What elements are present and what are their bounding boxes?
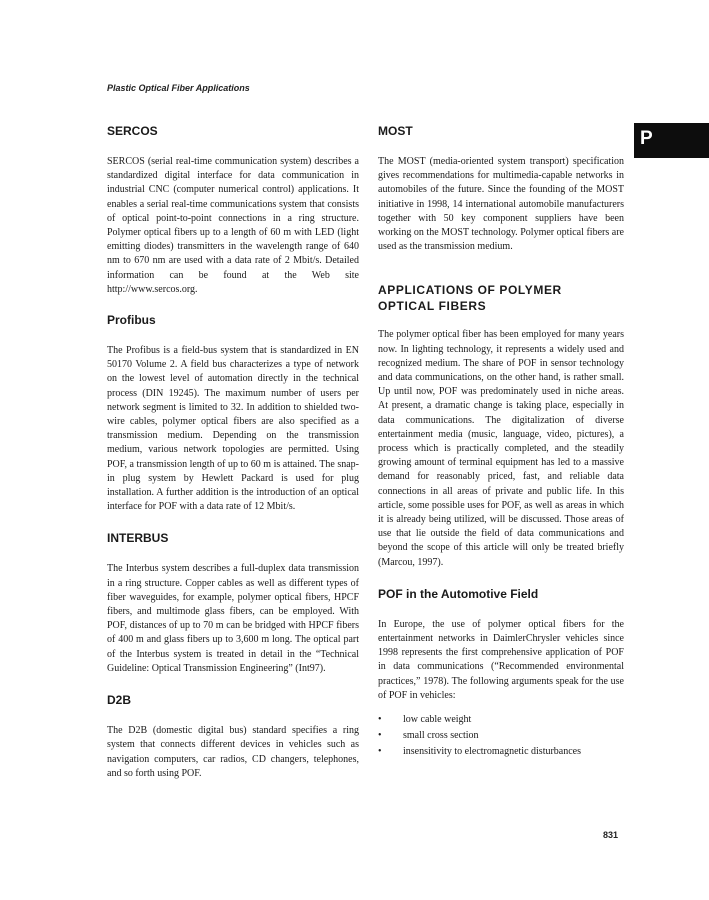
section-d2b [107,692,359,781]
bullet-item: • insensitivity to electromagnetic disturbances [378,744,624,760]
heading-automotive: POF in the Automotive Field [378,586,539,601]
section-most [378,123,624,254]
heading-profibus: Profibus [107,313,156,328]
left-column [107,123,359,781]
section-profibus [107,312,359,514]
paragraph-d2b: The D2B (domestic digital bus) standard specifies a ring system that connects different devices in vehicles such as navigation computers, car radios, CD changers, telephones, and so forth using POF. [107,725,359,779]
automotive-bullet-list [378,712,624,759]
heading-most: MOST [378,124,413,138]
section-interbus [107,530,359,676]
section-sercos [107,123,359,297]
heading-sercos: SERCOS [107,124,158,138]
heading-applications [378,282,624,314]
paragraph-most: The MOST (media-oriented system transport) specification gives recommendations for multimedia-capable networks in automobiles of the future. Since the founding of the MOST initiative in 1998, 14 international automobile manufacturers together with 50 key component suppliers have been working on the MOST technology. Polymer optical fibers are used as the transmission medium. [378,156,624,253]
section-thumb-tab: P [634,123,709,158]
right-column [378,123,624,759]
section-automotive [378,586,624,760]
bullet-item: • low cable weight [378,712,624,728]
paragraph-profibus: The Profibus is a field-bus system that is standardized in EN 50170 Volume 2. A field bus characterizes a type of network on the lowest level of automation directly in the technical process (DIN 19245). The maximum number of users per network segment is limited to 32. In addition to shielded two-wire cables, polymer optical fibers are also specified as a transmission medium. Depending on the transmission medium, various network topologies are permitted. Using POF, a transmission length of up to 60 m is attained. The snap-in plug system by Hewlett Packard is used for plug installation. A further addition is the introduction of an optical interface for POF with a data rate of 12 Mbit/s. [107,345,359,513]
bullet-item: • small cross section [378,728,624,744]
page-number: 831 [603,830,619,840]
paragraph-sercos: SERCOS (serial real-time communication system) describes a standardized digital interface for data communication in industrial CNC (computer numerical control) applications. It enables a serial real-time communications system that consists of optical point-to-point connections in a ring structure. Polymer optical fibers up to a length of 60 m with LED (light emitting diodes) transmitters in the wavelength range of 640 nm to 670 nm are used with a data rate of 2 Mbit/s. Detailed information can be found at the Web site http://www.sercos.org. [107,156,359,295]
heading-interbus: INTERBUS [107,531,169,546]
paragraph-interbus: The Interbus system describes a full-duplex data transmission in a ring structure. Copper cables as well as different types of fiber waveguides, for example, polymer optical fibers, HPCF fibers, and multimode glass fibers, can be employed. With POF, distances of up to 70 m can be bridged with HPCF fibers of 400 m and glass fibers up to 3,600 m long. The optical part of the Interbus system is treated in detail in the “Technical Guideline: Optical Transmission Engineering” (Int97). [107,563,359,674]
section-applications [378,282,624,569]
running-head: Plastic Optical Fiber Applications [107,83,250,93]
paragraph-automotive: In Europe, the use of polymer optical fibers for the entertainment networks in DaimlerChrysler vehicles since 1998 represents the first comprehensive application of POF in data communications (“Recommended environmental practices,” 1978). The following arguments speak for the use of POF in vehicles: [378,618,624,701]
heading-applications-line1: APPLICATIONS OF POLYMER [378,283,562,298]
paragraph-applications: The polymer optical fiber has been employed for many years now. In lighting technology, it represents a widely used and recognized medium. The share of POF in sensor technology and data communications, on the other hand, is rather small. Up until now, POF was predominately used in niche areas. At present, a dramatic change is taking place, especially in data communications. The digitalization of diverse entertainment media (music, language, video, pictures), a process which is practically completed, and the steadily growing amount of terminal equipment has led to a massive demand for reasonably priced, fast, and reliable data connections in all areas of private and public life. In this article, some possible uses for POF, as well as areas in which it is already being utilized, will be discussed. Those areas of use that lie outside the field of data communications and beyond the scope of this article will only be treated briefly (Marcou, 1997). [378,329,624,568]
heading-d2b: D2B [107,693,132,708]
heading-applications-line2: OPTICAL FIBERS [378,299,487,314]
